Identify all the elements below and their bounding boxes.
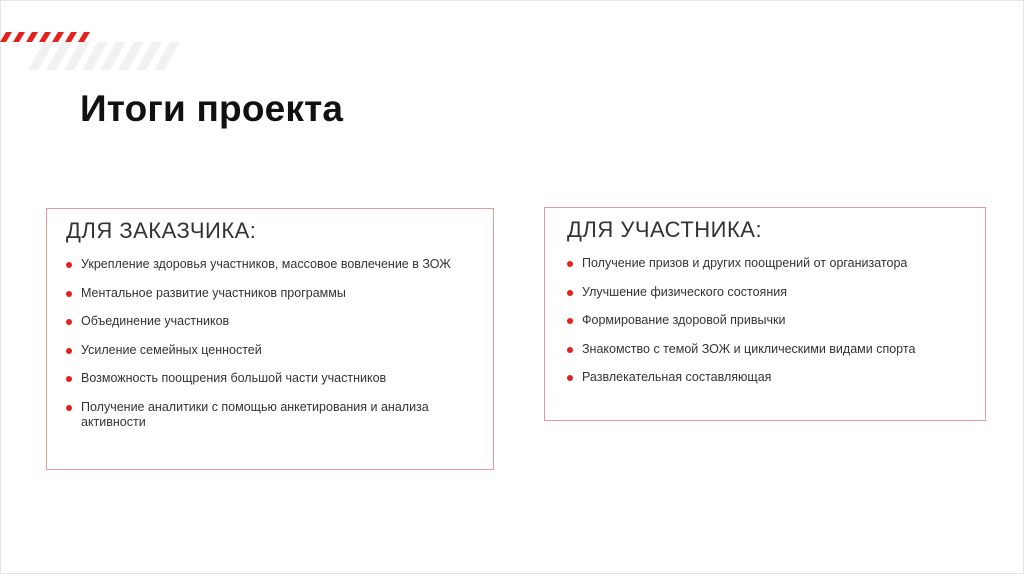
- bullet-dot-icon: [567, 290, 573, 296]
- list-item: [562, 256, 972, 271]
- list-item: [562, 285, 972, 300]
- list-item-text: Усиление семейных ценностей: [81, 342, 262, 357]
- list-item: [61, 257, 481, 272]
- list-item-text: Развлекательная составляющая: [582, 370, 772, 384]
- list-item-text: Получение аналитики с помощью анкетирования и анализа активности: [81, 399, 429, 429]
- list-item-text: Возможность поощрения большой части участников: [81, 371, 387, 385]
- list-item-text: Ментальное развитие участников программы: [81, 285, 346, 300]
- list-item: [61, 400, 481, 430]
- list-item-text: Объединение участников: [81, 314, 230, 328]
- list-item-text: Формирование здоровой привычки: [582, 313, 786, 327]
- list-item: [61, 314, 481, 329]
- participant-list: [562, 256, 972, 399]
- list-item-text: Улучшение физического состояния: [582, 284, 787, 299]
- list-item: [61, 286, 481, 301]
- bullet-dot-icon: [567, 318, 573, 324]
- stripe-decoration: [0, 30, 180, 70]
- list-item-text: Знакомство с темой ЗОЖ и циклическими видами спорта: [582, 341, 916, 356]
- list-item: [61, 343, 481, 358]
- customer-heading: ДЛЯ ЗАКАЗЧИКА:: [66, 218, 257, 243]
- list-item: [562, 370, 972, 385]
- bullet-dot-icon: [567, 261, 573, 267]
- customer-card: [46, 208, 494, 470]
- customer-list: [61, 257, 481, 443]
- participant-card: [544, 207, 986, 421]
- page-title: Итоги проекта: [80, 88, 344, 129]
- list-item-text: Получение призов и других поощрений от организатора: [582, 256, 908, 270]
- bullet-dot-icon: [66, 319, 72, 325]
- participant-heading: ДЛЯ УЧАСТНИКА:: [567, 217, 763, 242]
- bullet-dot-icon: [66, 291, 72, 297]
- bullet-dot-icon: [567, 347, 573, 353]
- list-item: [562, 313, 972, 328]
- bullet-dot-icon: [66, 348, 72, 354]
- list-item-text: Укрепление здоровья участников, массовое вовлечение в ЗОЖ: [81, 257, 451, 271]
- bullet-dot-icon: [66, 405, 72, 411]
- list-item: [562, 342, 972, 357]
- bullet-dot-icon: [66, 376, 72, 382]
- bullet-dot-icon: [567, 375, 573, 381]
- bullet-dot-icon: [66, 262, 72, 268]
- list-item: [61, 371, 481, 386]
